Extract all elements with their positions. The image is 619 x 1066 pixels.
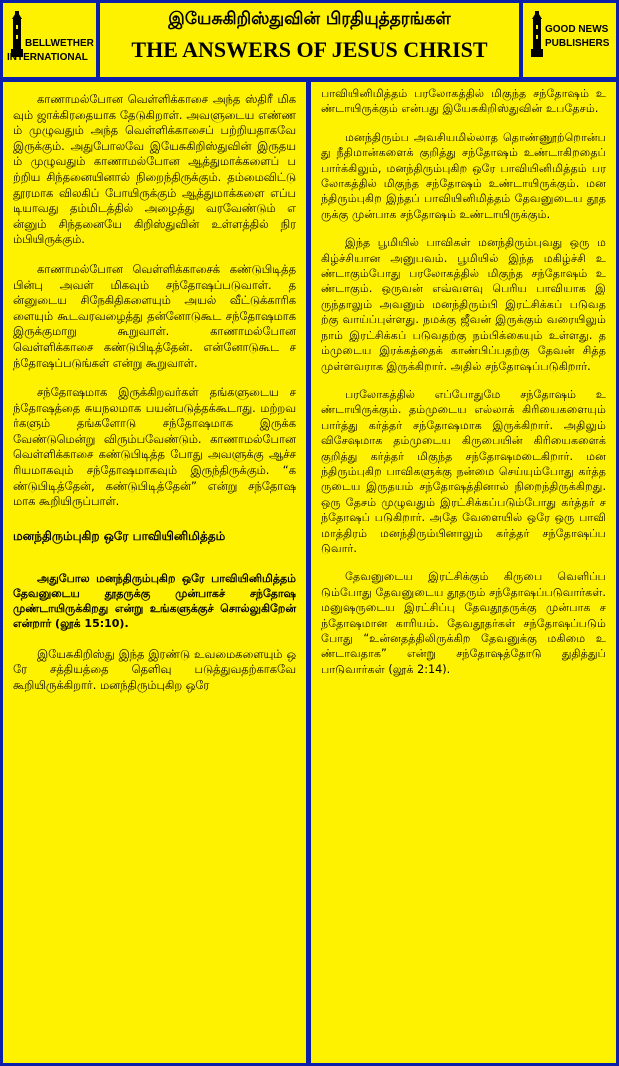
paragraph: சந்தோஷமாக இருக்கிறவர்கள் தங்களுடைய சந்தோஷத்தை சுயநலமாக பயன்படுத்தக்கூடாது. மற்றவர்களும் தங்களோடு சந்தோஷமாக இருக்க வேண்டுமென்று விரும்பவேண்டும். காணாமல்போன வெள்ளிக்காசை கண்டுபிடித்த போது அவளுக்கு ஆச்சரியமாகவும் சந்தோஷமாகவும் இருந்திருக்கும். “கண்டுபிடித்தேன், கண்டுபிடித்தேன்” என்று சந்தோஷமாக கூறியிருப்பாள். xyxy=(13,385,296,509)
right-column xyxy=(311,82,616,1063)
logo-text-line2: INTERNATIONAL xyxy=(7,52,88,63)
logo-text-line1: GOOD NEWS xyxy=(545,24,609,35)
paragraph: இந்த பூமியில் பாவிகள் மனந்திரும்புவது ஒரு மகிழ்ச்சியான அனுபவம். பூமியில் இந்த மகிழ்ச்சி உண்டாகும்போது பரலோகத்தில் மிகுந்த சந்தோஷம் உண்டாகும். ஒருவன் எவ்வளவு பெரிய பாவியாக இருந்தாலும் அவனும் மனந்திரும்பி இரட்சிக்கப் படுவதற்கு வாய்ப்புள்ளது. நமக்கு ஜீவன் இருக்கும் வரையிலும் நாம் இரட்சிக்கப் படுவதற்கு நம்பிக்கையும் உள்ளது. தம்முடைய இரக்கத்தைக் காண்பிப்பதற்கு தேவன் சித்தமுள்ளவராக இருக்கிறார். அதில் சந்தோஷப்படுகிறார். xyxy=(321,236,606,373)
logo-text-line2: PUBLISHERS xyxy=(545,38,610,49)
paragraph: இயேசுகிறிஸ்து இந்த இரண்டு உவமைகளையும் ஒரே சத்தியத்தை தெளிவு படுத்துவதற்காகவே கூறியிருக்கிறார். மனந்திரும்புகிற ஒரே xyxy=(13,646,296,693)
paragraph: காணாமல்போன வெள்ளிக்காசை அந்த ஸ்திரீ மிகவும் ஜாக்கிரதையாக தேடுகிறாள். அவளுடைய எண்ணம் முழுவதும் அந்த வெள்ளிக்காசைப் பற்றியதாகவே இருக்கும். அதுபோலவே இயேசுகிறிஸ்துவின் இருதயம் முழுவதும் காணாமல்போன ஆத்துமாக்களைப் பற்றிய சிந்தனையினால் நிறைந்திருக்கும். தம்மைவிட்டு தூரமாக விலகிப் போயிருக்கும் ஆத்துமாக்களை எப்படியாவது தம்மிடத்தில் அழைத்து வரவேண்டும் என்னும் சிந்தனையே கிறிஸ்துவின் உள்ளத்தில் நிரம்பியிருக்கும். xyxy=(13,92,296,247)
paragraph: பரலோகத்தில் எப்போதுமே சந்தோஷம் உண்டாயிருக்கும். தம்முடைய எல்லாக் கிரியைகளையும் பார்த்து கர்த்தர் சந்தோஷமாக இருக்கிறார். அதிலும் விசேஷமாக தம்முடைய கிருபையின் கிரியைகளைக் குறித்து கர்த்தர் மிகுந்த சந்தோஷமடைகிறார். மனந்திரும்புகிற பாவிகளுக்கு நன்மை செய்யும்போது கர்த்தருடைய இருதயம் சந்தோஷத்தினால் நிறைந்திருக்கிறது. ஒரு தேசம் முழுவதும் இரட்சிக்கப்படும்போது கர்த்தர் சந்தோஷப் படுகிறார். அதே வேளையில் ஒரே ஒரு பாவி மாத்திரம் மனந்திரும்பினாலும் கர்த்தர் சந்தோஷப்படுவார். xyxy=(321,387,606,555)
logo-text-line1: BELLWETHER xyxy=(25,38,94,49)
paragraph: பாவியினிமித்தம் பரலோகத்தில் மிகுந்த சந்தோஷம் உண்டாயிருக்கும் என்பது இயேசுகிறிஸ்துவின் உபதேசம். xyxy=(321,87,606,116)
section-heading: மனந்திரும்புகிற ஒரே பாவியினிமித்தம் xyxy=(13,528,226,543)
paragraph: மனந்திரும்ப அவசியமில்லாத தொண்ணூற்றொன்பது நீதிமான்களைக் குறித்து சந்தோஷம் உண்டாகிறதைப் பார்க்கிலும், மனந்திரும்புகிற ஒரே பாவியினிமித்தம் பரலோகத்தில் மிகுந்த சந்தோஷம் உண்டாயிருக்கும். மனந்திரும்புகிற இந்தப் பாவியினிமித்தம் தேவனுடைய தூதருக்கு முன்பாக சந்தோஷம் உண்டாயிருக்கும். xyxy=(321,130,606,221)
tower-icon xyxy=(529,11,545,57)
publisher-logo-right xyxy=(523,3,616,77)
page-title-english: THE ANSWERS OF JESUS CHRIST xyxy=(131,37,488,62)
publisher-logo-left xyxy=(3,3,96,77)
scripture-quote: அதுபோல மனந்திரும்புகிற ஒரே பாவியினிமித்தம் தேவனுடைய தூதருக்கு முன்பாகச் சந்தோஷமுண்டாயிருக்கிறது என்று உங்களுக்குச் சொல்லுகிறேன் என்றார் (லூக் 15:10). xyxy=(13,571,296,630)
title-banner xyxy=(100,3,519,77)
page-title-tamil: இயேசுகிறிஸ்துவின் பிரதியுத்தரங்கள் xyxy=(168,9,451,29)
left-column xyxy=(3,82,306,1063)
paragraph: தேவனுடைய இரட்சிக்கும் கிருபை வெளிப்படும்போது தேவனுடைய தூதரும் சந்தோஷப்படுவார்கள். மனுஷருடைய இரட்சிப்பு தேவதூதருக்கு முன்பாக சந்தோஷமான காரியம். தேவதூதர்கள் சந்தோஷப்படும் போது “உன்னதத்திலிருக்கிற தேவனுக்கு மகிமை உண்டாவதாக” என்று சந்தோஷத்தோடு துதித்துப் பாடுவார்கள் (லூக் 2:14). xyxy=(321,570,606,676)
paragraph: காணாமல்போன வெள்ளிக்காசைக் கண்டுபிடித்த பின்பு அவள் மிகவும் சந்தோஷப்படுவாள். தன்னுடைய சிநேகிதிகளையும் அயல் வீட்டுக்காரிகளையும் கூடவரவழைத்து தன்னோடுகூட சந்தோஷமாக இருக்குமாறு கூறுவாள். காணாமல்போன வெள்ளிக்காசை கண்டுபிடித்தேன். என்னோடுகூட சந்தோஷப்படுங்கள் என்று கூறுவாள். xyxy=(13,261,296,370)
